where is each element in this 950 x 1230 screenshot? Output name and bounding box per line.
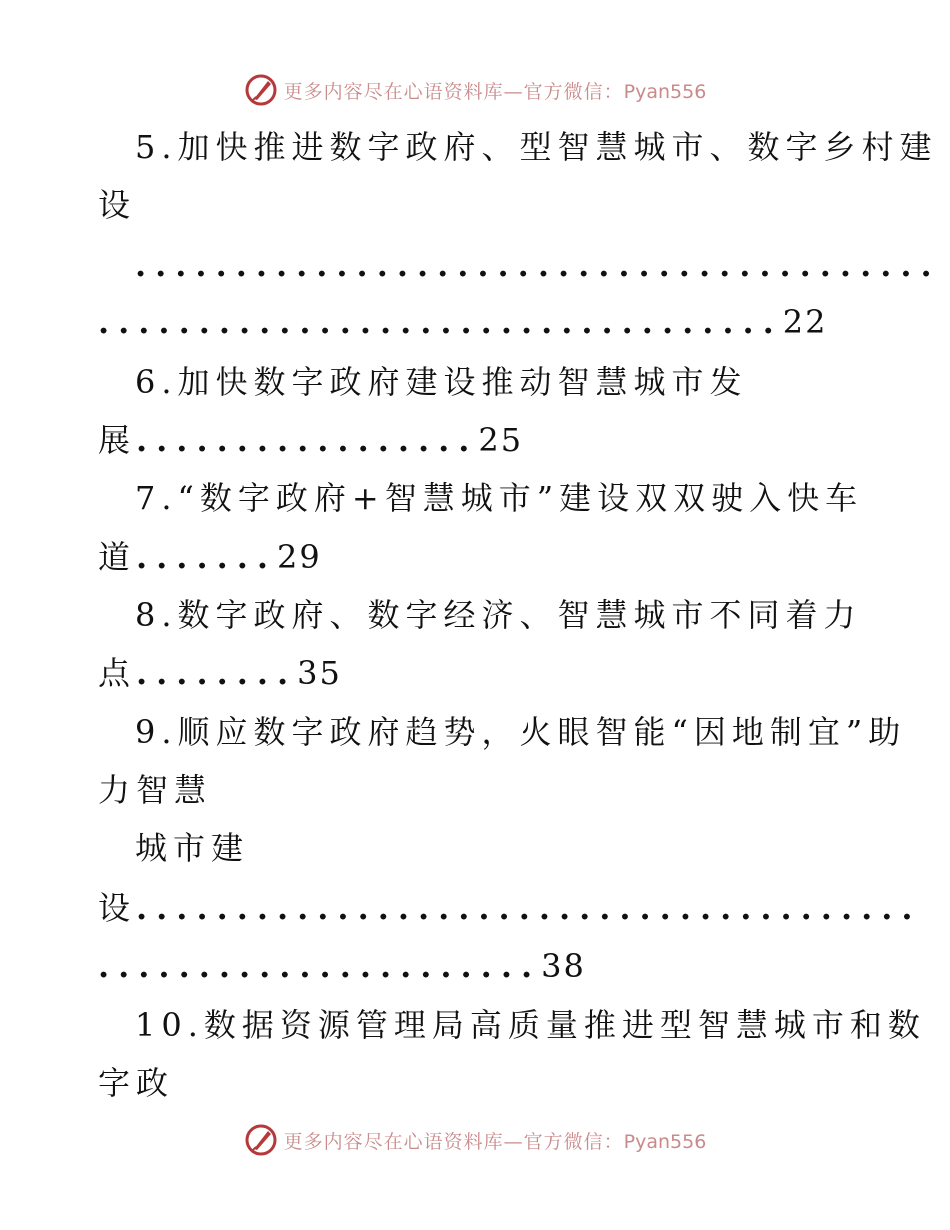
watermark-wechat-id: Pyan556 [623, 1130, 707, 1153]
quill-pen-logo-icon [244, 1123, 278, 1157]
toc-entry-7-page[interactable]: 29 [277, 538, 322, 576]
toc-entry-10-title-cont[interactable]: 字政 [98, 1064, 175, 1102]
toc-entry-9-leader-row-2 [98, 946, 586, 986]
watermark-wechat-id: Pyan556 [623, 80, 707, 103]
toc-entry-5-leader-row [98, 302, 828, 342]
toc-entry-9-title-cont-2[interactable]: 城市建 [135, 829, 250, 867]
toc-entry-7-leader-dots: ....... [136, 538, 277, 576]
toc-entry-9-title[interactable]: 9.顺应数字政府趋势，火眼智能“因地制宜”助 [135, 713, 907, 751]
toc-entry-7-title-cont[interactable]: 道 [98, 538, 137, 576]
toc-entry-8-leader-row [98, 653, 342, 693]
toc-entry-8-page[interactable]: 35 [297, 654, 342, 692]
toc-entry-9-leader-row [98, 888, 922, 928]
toc-entry-5-leader-dots: ........................................ [135, 246, 941, 284]
toc-entry-10-title[interactable]: 10.数据资源管理局高质量推进型智慧城市和数 [135, 1006, 926, 1044]
toc-entry-9-title-cont[interactable]: 力智慧 [98, 771, 213, 809]
watermark-text: 更多内容尽在心语资料库—官方微信：Pyan556 [283, 1130, 707, 1153]
header-watermark [0, 70, 950, 110]
toc-entry-6-page[interactable]: 25 [478, 421, 524, 459]
watermark-text: 更多内容尽在心语资料库—官方微信：Pyan556 [283, 80, 707, 103]
toc-entry-9-title-cont-3[interactable]: 设 [98, 889, 137, 927]
toc-entry-5-page[interactable]: 22 [782, 303, 828, 341]
toc-entry-8-title[interactable]: 8.数字政府、数字经济、智慧城市不同着力 [135, 596, 862, 634]
toc-entry-6-leader-row [98, 420, 523, 460]
toc-entry-6-title[interactable]: 6.加快数字政府建设推动智慧城市发 [135, 363, 748, 401]
quill-pen-logo-icon [244, 73, 278, 107]
toc-entry-5-leader-dots-cont: .................................. [98, 303, 783, 341]
toc-entry-8-leader-dots: ........ [136, 654, 298, 692]
footer-watermark [0, 1120, 950, 1160]
toc-entry-8-title-cont[interactable]: 点 [98, 654, 137, 692]
toc-entry-9-leader-dots: ....................................... [136, 889, 922, 927]
toc-entry-9-leader-dots-cont: ...................... [98, 947, 542, 985]
toc-entry-6-leader-dots: ................. [136, 421, 479, 459]
toc-entry-7-title[interactable]: 7.“数字政府+智慧城市”建设双双驶入快车 [135, 479, 864, 517]
toc-entry-7-leader-row [98, 537, 322, 577]
toc-entry-5-title[interactable]: 5.加快推进数字政府、型智慧城市、数字乡村建 [135, 128, 938, 166]
toc-entry-9-page[interactable]: 38 [541, 947, 586, 985]
toc-entry-5-title-cont[interactable]: 设 [98, 186, 137, 224]
toc-entry-6-title-cont[interactable]: 展 [98, 421, 137, 459]
